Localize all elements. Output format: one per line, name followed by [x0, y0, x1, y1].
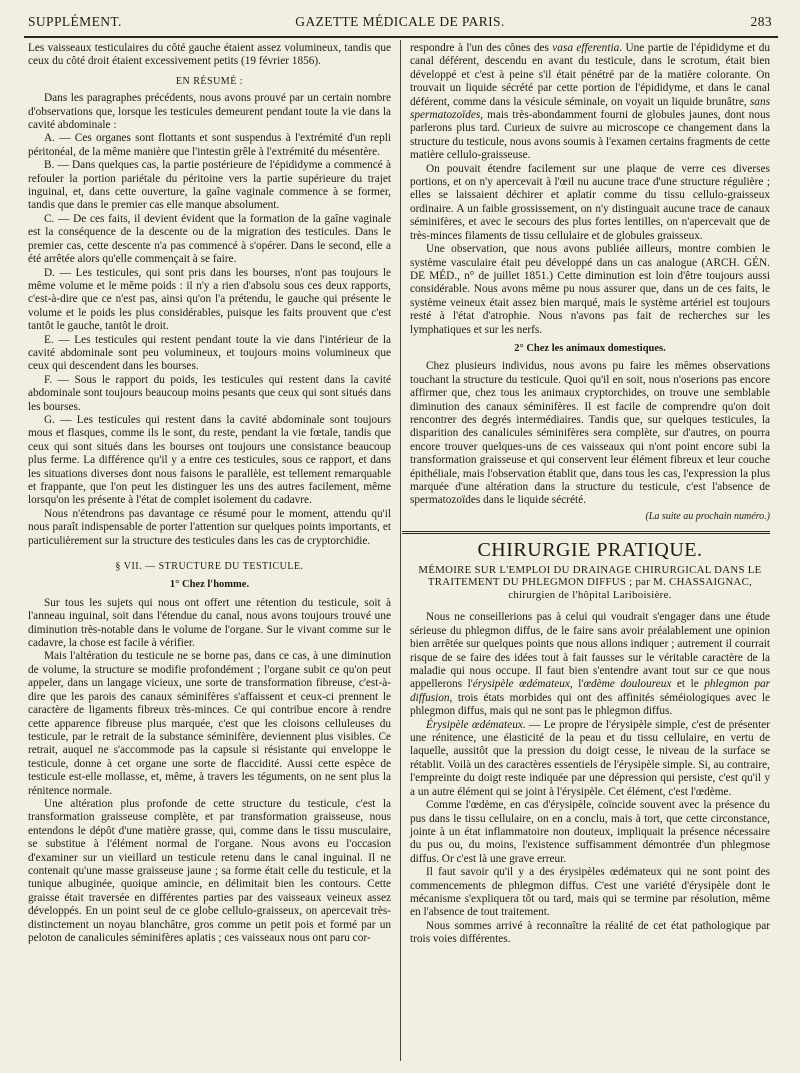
- paragraph-d: D. — Les testicules, qui sont pris dans les bourses, n'ont pas toujours le même volume et le même poids : il n'y a rien d'absolu sous ces deux rapports, c'est-à-dire que ce n'est pas, ainsi qu'on l'a prétendu, le gauche qui présente le volume et le poids les plus considérables, puisque les faits prouvent que c'est tantôt le gauche, tantôt le droit.: [28, 266, 391, 333]
- paragraph: Mais l'altération du testicule ne se borne pas, dans ce cas, à une diminution de volume, la structure se modifie profondément ; l'organe subit ce qu'on peut appeler, dans un langage vicieux, une sorte de transformation fibreuse, c'est-à-dire que les parois des canaux séminifères s'affaissent et ceux-ci prennent le caractère de ligaments fibreux très-minces. Ce qui contribue encore à rendre cette apparence fibreuse plus marquée, c'est que les cloisons celluleuses du testicule, par le retrait de la substance séminifère, deviennent plus visibles. Ce retrait, auquel ne s'accommode pas la capsule si résistante qui enveloppe le testicule, donne à cet organe une sorte de flaccidité. Aussi cette espèce de testicule est-elle mollasse, et, même, à travers les téguments, on ne sent plus la rénitence normale.: [28, 650, 391, 797]
- italic-term: sans spermatozoïdes: [410, 95, 770, 122]
- right-column: [410, 42, 770, 947]
- italic-term: vasa efferentia: [552, 42, 620, 54]
- paragraph: Chez plusieurs individus, nous avons pu faire les mêmes observations touchant la structure du testicule. Quoi qu'il en soit, nous n'oserions pas encore affirmer que, chez tous les animaux cryptorchides, on trouve une semblable diminution des canaux séminifères. Il est facile de comprendre qu'on doit rencontrer des degrés intermédiaires. Tandis que, sur quelques testicules, la disparition des canalicules séminifères sera complète, sur d'autres, on pourra encore trouver quelques-uns de ces vaisseaux qui n'ont point encore subi la transformation graisseuse et qui conservent leur élément fibreux et leur couche épithéliale, mais l'observation établit que, dans tous les cas, l'expression la plus marquée d'une altération dans la structure du testicule, c'est l'absence de spermatozoïdes dans le liquide sécrété.: [410, 360, 770, 507]
- page-header: [28, 14, 772, 36]
- italic-term: érysipèle œdémateux: [472, 678, 570, 691]
- paragraph: Érysipèle œdémateux. — Le propre de l'érysipèle simple, c'est de présenter une rénitence, une élasticité de la peau et du tissu cellulaire, en vertu de laquelle, aussitôt que la pression du doigt cesse, le niveau de la surface se rétablit. Voilà un des caractères essentiels de l'érysipèle simple. Si, au contraire, l'empreinte du doigt reste indiquée par une dépression qui persiste, c'est qu'il y a un autre élément qui se joint à l'érysipèle. Cet élément, c'est l'œdème.: [410, 718, 770, 798]
- continued-note: (La suite au prochain numéro.): [645, 510, 770, 522]
- paragraph: Dans les paragraphes précédents, nous avons prouvé par un certain nombre d'observations que, lorsque les testicules demeurent pendant toute la vie dans la cavité abdominale :: [28, 92, 391, 132]
- memoir-title: MÉMOIRE SUR L'EMPLOI DU DRAINAGE CHIRURGICAL DANS LE TRAITEMENT DU PHLEGMON DIFFUS ; par M. CHASSAIGNAC, chirurgien de l'hôpital Lariboisière.: [418, 563, 762, 601]
- paragraph-b: B. — Dans quelques cas, la partie postérieure de l'épididyme a commencé à refouler la portion pariétale du péritoine vers la partie supérieure du trajet inguinal, et, dans cette ouverture, la gaîne vaginale commence à se former, tandis que dans le premier cas elle manque absolument.: [28, 159, 391, 212]
- section-separator: [402, 531, 770, 534]
- paragraph-a: A. — Ces organes sont flottants et sont suspendus à l'extrémité d'un repli péritonéal, de la même manière que l'intestin grêle à l'extrémité du mésentère.: [28, 132, 391, 158]
- header-journal-title: GAZETTE MÉDICALE DE PARIS.: [295, 14, 505, 29]
- subheading: 1° Chez l'homme.: [169, 579, 250, 591]
- resume-heading: EN RÉSUMÉ :: [175, 75, 244, 87]
- paragraph-f: F. — Sous le rapport du poids, les testicules qui restent dans la cavité abdominale sont toujours beaucoup moins pesants que ceux qui sont situés dans les bourses.: [28, 373, 391, 413]
- header-rule: [24, 36, 778, 38]
- paragraph: Les vaisseaux testiculaires du côté gauche étaient assez volumineux, tandis que ceux du côté droit étaient excessivement petits (19 février 1856).: [28, 42, 391, 68]
- paragraph: Nous sommes arrivé à reconnaître la réalité de cet état pathologique par trois voies différentes.: [410, 919, 770, 946]
- paragraph: Une observation, que nous avons publiée ailleurs, montre combien le système vasculaire était peu développé dans un cas analogue (ARCH. GÉN. DE MÉD., n° de juillet 1851.) Cette diminution est loin d'être toujours aussi considérable. Nous avons même pu nous assurer que, dans un de ces faits, le système veineux était assez bien marqué, mais le système artériel est toujours resté à l'état d'atrophie. Nous n'avons pas fait de recherches sur les lymphatiques et sur les nerfs.: [410, 243, 770, 336]
- paragraph-e: E. — Les testicules qui restent pendant toute la vie dans l'intérieur de la cavité abdominale sont peu volumineux, et toujours moins volumineux que ceux qui descendent dans les bourses.: [28, 333, 391, 373]
- italic-term: phlegmon par diffusion: [410, 678, 771, 704]
- paragraph: Nous ne conseillerions pas à celui qui voudrait s'engager dans une étude sérieuse du phlegmon diffus, de le faire sans avoir préalablement une opinion bien arrêtée sur quelques points que nous allons indiquer ; autrement il courrait risque de se faire des idées tout à fait fausses sur le véritable caractère de la maladie qui nous occupe. Il faut bien s'entendre avant tout sur ce que nous appellerons l'érysipèle œdémateux, l'œdème douloureux et le phlegmon par diffusion, trois états morbides qui ont des affinités séméiologiques avec le phlegmon diffus, mais qui ne sont pas le phlegmon diffus.: [410, 611, 771, 718]
- paragraph: Il faut savoir qu'il y a des érysipèles œdémateux qui ne sont point des commencements de phlegmon diffus. C'est une variété d'érysipèle dont le mécanisme s'expliquera tôt ou tard, mais qui se termine par résolution, même en l'absence de tout traitement.: [410, 866, 770, 919]
- paragraph-g: G. — Les testicules qui restent dans la cavité abdominale sont toujours mous et flasques, comme ils le sont, du reste, pendant la vie fœtale, tandis que ceux qui sont situés dans les bourses ont toujours une consistance beaucoup plus ferme. La différence qu'il y a entre ces testicules, sous ce rapport, et dans les situations diverses dont nous faisons le parallèle, est tellement remarquable et frappante, que l'on peut les distinguer les uns des autres facilement, même lorsqu'on les présente à l'état de complet isolement du cadavre.: [28, 413, 391, 507]
- paragraph: Sur tous les sujets qui nous ont offert une rétention du testicule, soit à l'anneau inguinal, soit dans l'étendue du canal, nous avons toujours trouvé une diminution très-notable dans le volume de l'organe. Sur le vivant comme sur le cadavre, la chose est facile à vérifier.: [28, 596, 391, 650]
- column-divider: [400, 40, 401, 1061]
- header-supplement: SUPPLÉMENT.: [28, 14, 122, 29]
- paragraph: Comme l'œdème, en cas d'érysipèle, coïncide souvent avec la présence du pus dans le tissu cellulaire, on en a conclu, mais à tort, que cette circonstance, jointe à un état inflammatoire non douteux, impliquait la présence nécessaire du pus ou, du moins, l'existence suffisamment démontrée d'un phlegmose diffus. Or c'est là une grave erreur.: [410, 799, 770, 865]
- paragraph: On pouvait étendre facilement sur une plaque de verre ces diverses portions, et on n'y apercevait à l'œil nu aucune trace d'une structure régulière ; elles se laissaient déchirer et aplatir comme du tissu cellulo-graisseux ordinaire. A un faible grossissement, on n'y distinguait aucune trace de canaux séminifères, et avec le secours des plus fortes lentilles, on n'apercevait que de très-minces filaments de tissu cellulaire et de globules graisseux.: [410, 162, 770, 242]
- italic-term: œdème douloureux: [583, 678, 672, 691]
- subheading: 2° Chez les animaux domestiques.: [514, 342, 666, 354]
- section-heading: § VII. — STRUCTURE DU TESTICULE.: [115, 561, 304, 573]
- paragraph: Nous n'étendrons pas davantage ce résumé pour le moment, attendu qu'il nous paraît indispensable de porter l'attention sur quelques points importants, et particulièrement sur la structure des testicules dans les cas de cryptorchidie.: [28, 507, 391, 547]
- header-page-number: 283: [750, 14, 772, 29]
- paragraph: Une altération plus profonde de cette structure du testicule, c'est la transformation graisseuse complète, et par transformation graisseuse, nous entendons le dépôt d'une matière grasse, qui, comme dans le tissu musculaire, se substitue à l'élément normal de l'organe. Nous avons eu l'occasion d'examiner sur un vieillard un testicule retenu dans le canal inguinal. Il ne contenait qu'une masse graisseuse jaune ; sa forme était celle du testicule, et la tunique albuginée, quoique amincie, en délimitait bien les contours. Cette graisse était traversée en différentes parties par des vaisseaux veineux assez développés. En un point seul de ce globe cellulo-graisseux, on apercevait très-distinctement un noyau blanchâtre, gros comme un petit pois et formé par un peloton de canalicules séminifères aplatis ; ces vaisseaux nous ont paru cor-: [28, 797, 391, 944]
- paragraph-c: C. — De ces faits, il devient évident que la formation de la gaîne vaginale est la conséquence de la descente ou de la migration des testicules. Dans le premier cas, cette descente n'a pas commencé à s'opérer. Dans le second, elle a été arrêtée alors qu'elle commençait à se faire.: [28, 212, 391, 266]
- left-column: [28, 42, 391, 945]
- section-title: CHIRURGIE PRATIQUE.: [477, 539, 703, 562]
- paragraph: respondre à l'un des cônes des vasa efferentia. Une partie de l'épididyme et du canal déférent, descendu en avant du testicule, dans le scrotum, était bien développé et c'est à peine s'il était pénétré par de la matière colorante. On trouvait un liquide sécrété par cette portion de l'épididyme, et dans le canal déférent, comme dans la vésicule séminale, on voyait un liquide brunâtre, sans spermatozoïdes, mais très-abondamment fourni de globules jaunes, dont nous parlerons plus tard. Curieux de suivre au microscope ce changement dans la structure du testicule, nous avons soumis à l'examen certains fragments de cette matière cellulo-graisseuse.: [410, 42, 771, 162]
- italic-term: Érysipèle œdémateux.: [426, 718, 526, 731]
